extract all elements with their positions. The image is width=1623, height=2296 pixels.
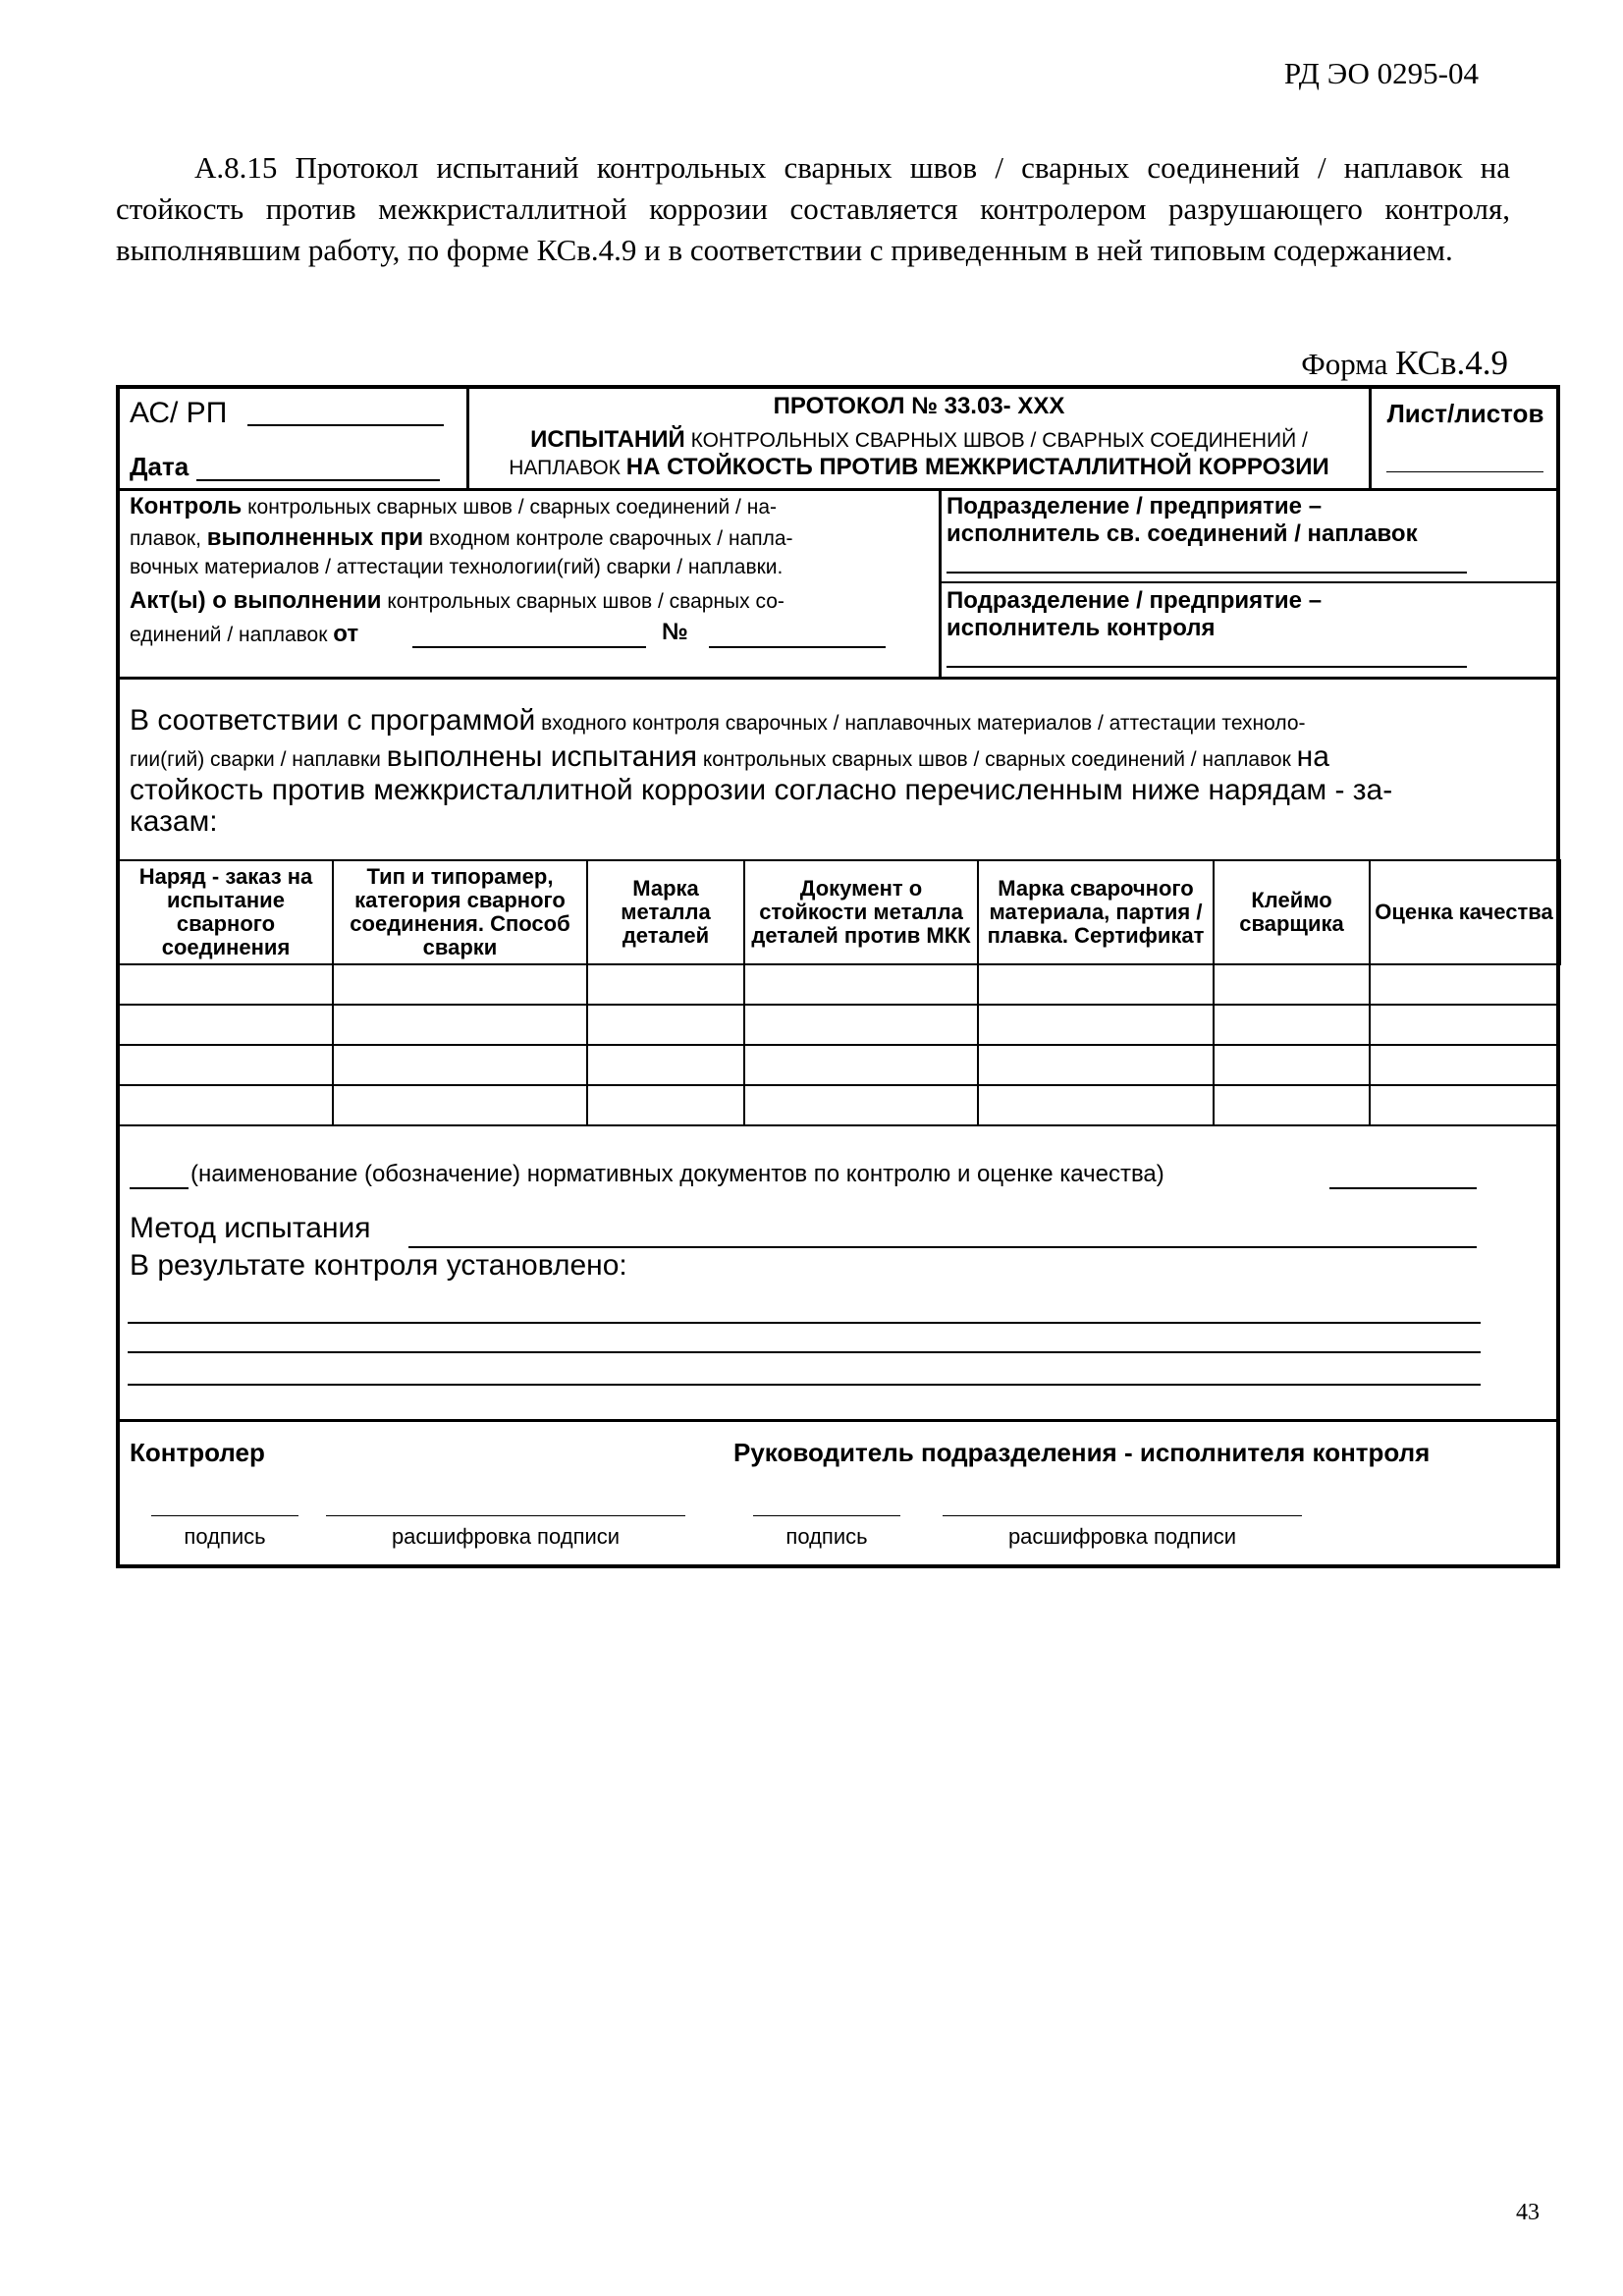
table-cell[interactable] — [744, 1085, 978, 1125]
head-signature-field[interactable] — [753, 1515, 900, 1516]
divider — [120, 1419, 1556, 1422]
control-line2 — [130, 524, 793, 552]
date-label: Дата — [130, 452, 189, 481]
table-cell[interactable] — [1370, 964, 1559, 1005]
column-header: Документ о стойкости металла деталей против МКК — [744, 860, 978, 964]
act-line1 — [130, 587, 784, 615]
protocol-sub-bold2: НА СТОЙКОСТЬ ПРОТИВ МЕЖКРИСТАЛЛИТНОЙ КОРРОЗИИ — [625, 454, 1329, 480]
table-cell[interactable] — [587, 1045, 744, 1085]
table-cell[interactable] — [587, 1005, 744, 1045]
table-cell[interactable] — [119, 1045, 333, 1085]
controller-label: Контролер — [130, 1438, 265, 1467]
page-number: 43 — [1516, 2200, 1540, 2225]
controller-name-caption: расшифровка подписи — [391, 1524, 621, 1549]
divider — [120, 488, 1556, 491]
table-row — [119, 1045, 1559, 1085]
method-label: Метод испытания — [130, 1212, 371, 1244]
column-header: Оценка качества — [1370, 860, 1559, 964]
dept2-label-line1: Подразделение / предприятие – — [947, 587, 1323, 614]
program-small2: гии(гий) сварки / наплавки — [130, 748, 387, 771]
dept2-field[interactable] — [947, 666, 1467, 668]
control-text1: контрольных сварных швов / сварных соединений / на- — [242, 496, 777, 519]
column-header: Наряд - заказ на испытание сварного соединения — [119, 860, 333, 964]
head-label: Руководитель подразделения - исполнителя контроля — [733, 1438, 1431, 1467]
column-header: Тип и типорамер, категория сварного соединения. Способ сварки — [333, 860, 587, 964]
divider — [120, 677, 1556, 680]
controller-name-field[interactable] — [326, 1515, 685, 1516]
intro-paragraph: А.8.15 Протокол испытаний контрольных сварных швов / сварных соединений / наплавок на стойкость против межкристаллитной коррозии составляется контролером разрушающего контроля, выполнявшим работу, по форме КСв.4.9 и в соответствии с приведенным в ней типовым содержанием. — [116, 150, 1510, 267]
head-name-caption: расшифровка подписи — [1007, 1524, 1237, 1549]
table-cell[interactable] — [333, 1005, 587, 1045]
act-text1: контрольных сварных швов / сварных со- — [381, 590, 784, 613]
sheets-label: Лист/листов — [1386, 399, 1544, 428]
dept1-label-line1: Подразделение / предприятие – — [947, 493, 1323, 519]
control-line3: вочных материалов / аттестации технологии(гий) сварки / наплавки. — [130, 556, 784, 578]
table-cell[interactable] — [119, 1085, 333, 1125]
act-bold: Акт(ы) о выполнении — [130, 587, 382, 614]
table-cell[interactable] — [978, 1045, 1214, 1085]
dept1-field[interactable] — [947, 572, 1467, 574]
column-header: Марка металла деталей — [587, 860, 744, 964]
form-label-prefix: Форма — [1301, 347, 1396, 381]
normdocs-caption: (наименование (обозначение) нормативных документов по контролю и оценке качества) — [190, 1161, 1164, 1187]
program-line3: стойкость против межкристаллитной коррозии согласно перечисленным ниже нарядам - за- — [130, 774, 1393, 806]
sheets-field[interactable] — [1386, 471, 1543, 472]
program-line2 — [130, 740, 1329, 774]
table-row — [119, 964, 1559, 1005]
table-cell[interactable] — [1370, 1005, 1559, 1045]
control-bold1: Контроль — [130, 493, 243, 519]
program-line1 — [130, 704, 1306, 738]
protocol-sub-bold1: ИСПЫТАНИЙ — [530, 426, 685, 453]
act-text2: единений / наплавок — [130, 624, 334, 646]
protocol-subtitle-line1 — [469, 426, 1369, 454]
divider — [939, 581, 1556, 583]
table-cell[interactable] — [333, 1045, 587, 1085]
form-label — [1301, 344, 1508, 383]
divider — [1369, 389, 1372, 488]
act-number-field[interactable] — [709, 646, 886, 648]
dept2-label-line2: исполнитель контроля — [947, 615, 1216, 641]
form-code: КСв.4.9 — [1395, 344, 1508, 382]
program-big2: выполнены испытания — [386, 740, 697, 773]
head-name-field[interactable] — [943, 1515, 1302, 1516]
document-code: РД ЭО 0295-04 — [1283, 56, 1479, 90]
table-row — [119, 1085, 1559, 1125]
program-big3: на — [1296, 740, 1329, 773]
table-cell[interactable] — [333, 1085, 587, 1125]
normdocs-field-left[interactable] — [130, 1187, 189, 1189]
table-cell[interactable] — [744, 1045, 978, 1085]
result-field-line[interactable] — [128, 1322, 1481, 1324]
table-cell[interactable] — [119, 1005, 333, 1045]
controller-signature-caption: подпись — [184, 1524, 266, 1549]
result-label: В результате контроля установлено: — [130, 1249, 627, 1282]
protocol-title: ПРОТОКОЛ № 33.03- XXX — [773, 393, 1065, 419]
table-cell[interactable] — [978, 1085, 1214, 1125]
act-date-field[interactable] — [412, 646, 646, 648]
protocol-form — [116, 385, 1560, 1568]
table-header-row — [119, 860, 1559, 964]
table-cell[interactable] — [1370, 1045, 1559, 1085]
table-cell[interactable] — [744, 964, 978, 1005]
table-cell[interactable] — [1214, 1005, 1370, 1045]
table-cell[interactable] — [333, 964, 587, 1005]
table-cell[interactable] — [978, 964, 1214, 1005]
program-small1: входного контроля сварочных / наплавочных материалов / аттестации техноло- — [535, 712, 1306, 735]
dept1-label-line2: исполнитель св. соединений / наплавок — [947, 520, 1418, 547]
table-cell[interactable] — [978, 1005, 1214, 1045]
act-line2 — [130, 621, 358, 648]
table-row — [119, 1005, 1559, 1045]
as-rp-field[interactable] — [247, 424, 444, 426]
control-text3: входном контроле сварочных / напла- — [423, 527, 793, 550]
act-number-label: № — [662, 619, 688, 645]
act-from-label: от — [333, 621, 359, 647]
as-rp-label: АС/ РП — [130, 397, 228, 429]
result-field-line[interactable] — [128, 1351, 1481, 1353]
normdocs-field-right[interactable] — [1329, 1187, 1477, 1189]
date-field[interactable] — [196, 479, 440, 481]
method-field[interactable] — [408, 1246, 1477, 1248]
control-line1 — [130, 493, 777, 520]
protocol-sub-small2: НАПЛАВОК — [509, 457, 626, 479]
head-signature-caption: подпись — [785, 1524, 868, 1549]
table-cell[interactable] — [1214, 1085, 1370, 1125]
column-header: Марка сварочного материала, партия / плавка. Сертификат — [978, 860, 1214, 964]
column-header: Клеймо сварщика — [1214, 860, 1370, 964]
table-cell[interactable] — [1370, 1085, 1559, 1125]
table-cell[interactable] — [587, 964, 744, 1005]
program-big1: В соответствии с программой — [130, 704, 536, 737]
table-cell[interactable] — [744, 1005, 978, 1045]
table-cell[interactable] — [1214, 1045, 1370, 1085]
controller-signature-field[interactable] — [151, 1515, 298, 1516]
protocol-subtitle-line2 — [469, 454, 1369, 481]
program-small3: контрольных сварных швов / сварных соединений / наплавок — [696, 748, 1297, 771]
table-cell[interactable] — [587, 1085, 744, 1125]
protocol-sub-small1: КОНТРОЛЬНЫХ СВАРНЫХ ШВОВ / СВАРНЫХ СОЕДИНЕНИЙ / — [684, 429, 1308, 452]
program-line4: казам: — [130, 805, 218, 838]
control-text2: плавок, — [130, 527, 207, 550]
table-cell[interactable] — [119, 964, 333, 1005]
control-bold2: выполненных при — [206, 524, 424, 551]
orders-table — [118, 859, 1561, 1126]
table-cell[interactable] — [1214, 964, 1370, 1005]
result-field-line[interactable] — [128, 1384, 1481, 1386]
